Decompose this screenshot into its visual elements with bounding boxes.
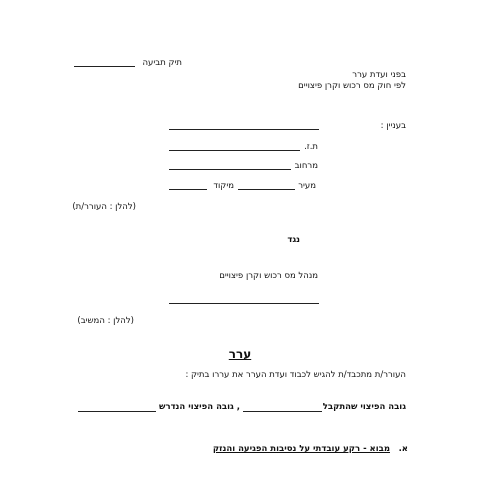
respondent-line[interactable] bbox=[169, 303, 319, 304]
requested-amount-line[interactable] bbox=[78, 411, 156, 412]
city-label: מעיר bbox=[298, 181, 316, 191]
city-line[interactable] bbox=[238, 189, 295, 190]
street-line[interactable] bbox=[169, 169, 291, 170]
law-line: לפי חוק מס רכוש וקרן פיצויים bbox=[298, 81, 406, 91]
appellant-note: (להלן : העורר/ת) bbox=[72, 202, 136, 212]
zip-line[interactable] bbox=[169, 189, 207, 190]
re-label: בעניין : bbox=[380, 121, 406, 131]
zip-label: מיקוד bbox=[213, 181, 234, 191]
section-a-letter: א. bbox=[398, 444, 408, 454]
id-line[interactable] bbox=[169, 150, 300, 151]
claim-file-label: תיק תביעה bbox=[142, 58, 182, 68]
respondent-name: מנהל מס רכוש וקרן פיצויים bbox=[219, 271, 318, 281]
street-label: מרחוב bbox=[294, 161, 318, 171]
received-label: גובה הפיצוי שהתקבל bbox=[322, 402, 406, 412]
id-label: ת.ז. bbox=[304, 142, 318, 152]
document-title: ערר bbox=[228, 347, 252, 361]
requested-label: , גובה הפיצוי הנדרש bbox=[159, 402, 240, 412]
intro-text: העורר/ת מתכבד/ת להגיש לכבוד ועדת הערר את עררו בתיק : bbox=[185, 370, 406, 380]
received-amount-line[interactable] bbox=[243, 411, 322, 412]
respondent-note: (להלן : המשיב) bbox=[77, 316, 134, 326]
claim-file-line[interactable] bbox=[74, 66, 135, 67]
committee-line: בפני ועדת ערר bbox=[352, 70, 406, 80]
section-a-title: מבוא - רקע עובדתי על נסיבות הפגיעה והנזק bbox=[212, 444, 390, 454]
appellant-name-line[interactable] bbox=[169, 129, 319, 130]
versus-label: נגד bbox=[287, 235, 300, 245]
